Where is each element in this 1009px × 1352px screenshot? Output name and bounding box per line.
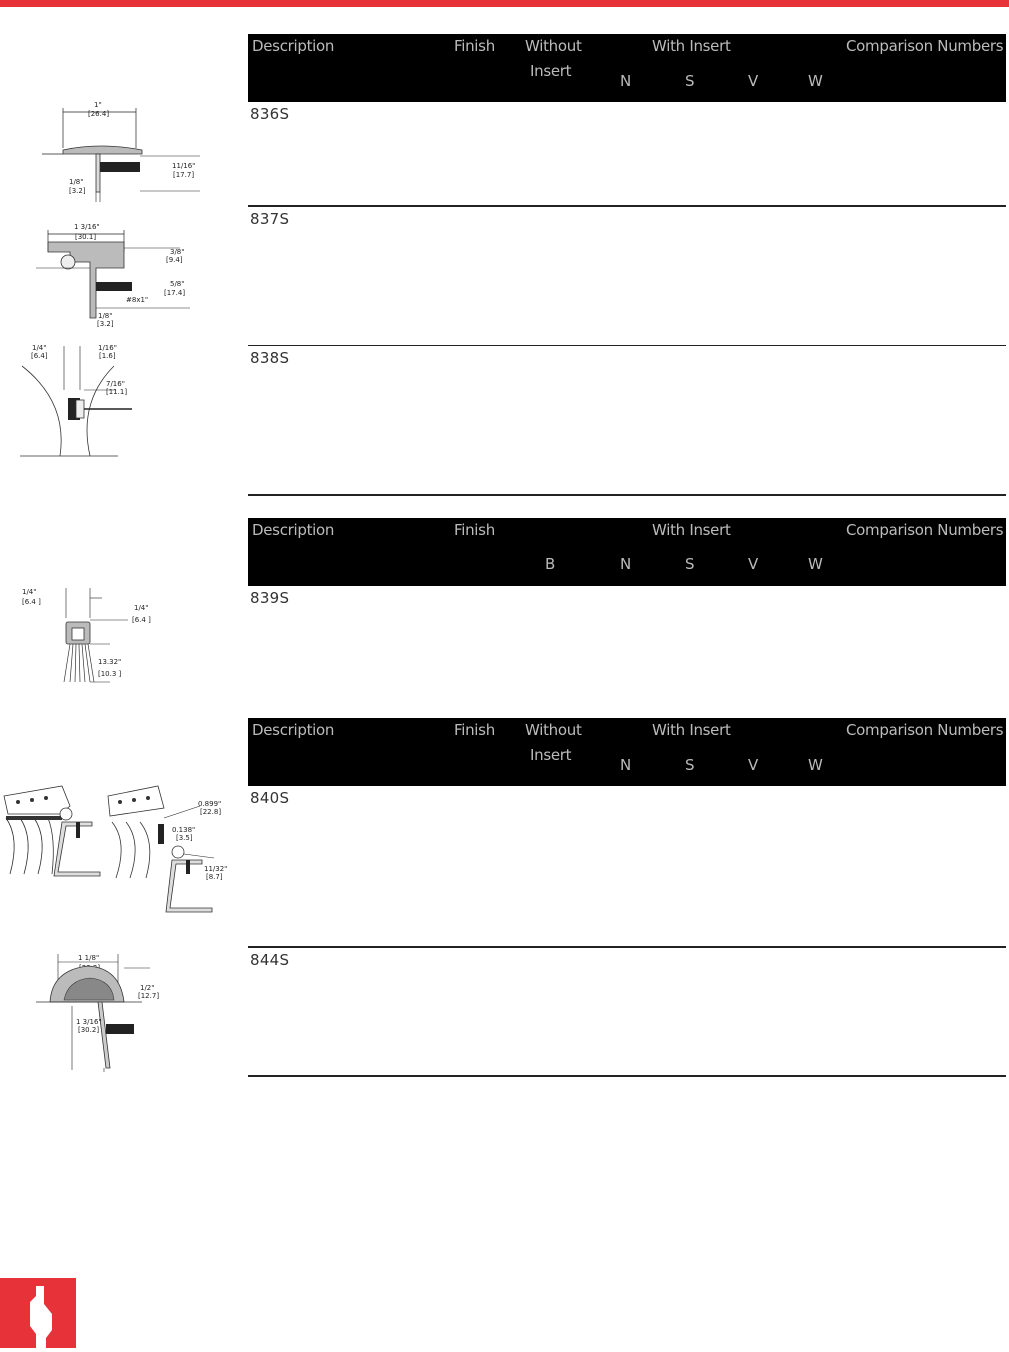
product-table-1 bbox=[248, 34, 1006, 496]
product-table-2 bbox=[248, 518, 1006, 704]
dim-c: 1 3/16" bbox=[76, 1018, 102, 1026]
header-n: N bbox=[620, 555, 631, 573]
header-without-insert: Insert bbox=[530, 62, 572, 80]
dim-b: 1/2" bbox=[140, 984, 155, 992]
top-accent-bar bbox=[0, 0, 1009, 7]
header-v: V bbox=[748, 756, 758, 774]
dim-b-mm: [12.7] bbox=[138, 992, 160, 1000]
header-w: W bbox=[808, 555, 823, 573]
dim-b-mm: [6.4 ] bbox=[132, 616, 151, 624]
dim-b: 0.138" bbox=[172, 826, 196, 834]
drawing-837s bbox=[30, 222, 200, 332]
dim-height-mm: [17.7] bbox=[173, 171, 195, 179]
dim-a: 1 1/8" bbox=[78, 954, 100, 962]
header-with-insert: With Insert bbox=[652, 521, 731, 539]
drawing-839s bbox=[18, 586, 168, 696]
dim-b: 3/8" bbox=[170, 248, 185, 256]
dim-c: 11/32" bbox=[204, 865, 228, 873]
dim-c-mm: [11.1] bbox=[106, 388, 128, 396]
dim-e-mm: [3.2] bbox=[97, 320, 114, 328]
header-s: S bbox=[685, 756, 695, 774]
dim-thick: 1/8" bbox=[69, 178, 84, 186]
dim-screw: #8x1" bbox=[126, 296, 149, 304]
dim-a-mm: [6.4] bbox=[31, 352, 48, 360]
dim-width-mm: [26.4] bbox=[88, 110, 110, 118]
dim-c-mm: [8.7] bbox=[206, 873, 223, 881]
header-n: N bbox=[620, 72, 631, 90]
header-description: Description bbox=[252, 521, 335, 539]
header-s: S bbox=[685, 555, 695, 573]
dim-a-mm: [6.4 ] bbox=[22, 598, 41, 606]
header-s: S bbox=[685, 72, 695, 90]
header-comparison: Comparison Numbers bbox=[846, 521, 1004, 539]
header-w: W bbox=[808, 756, 823, 774]
header-description: Description bbox=[252, 37, 335, 55]
header-without-insert: Insert bbox=[530, 746, 572, 764]
header-n: N bbox=[620, 756, 631, 774]
dim-a-mm: [22.8] bbox=[200, 808, 222, 816]
header-b: B bbox=[545, 555, 555, 573]
header-v: V bbox=[748, 72, 758, 90]
dim-height: 11/16" bbox=[172, 162, 196, 170]
product-table-3 bbox=[248, 718, 1006, 1077]
header-with-insert: With Insert bbox=[652, 721, 731, 739]
dim-b: 1/16" bbox=[98, 344, 117, 352]
part-number: 840S bbox=[250, 789, 290, 807]
header-without: Without bbox=[525, 37, 582, 55]
row-divider bbox=[248, 1075, 1006, 1077]
dim-c-mm: [30.2] bbox=[78, 1026, 100, 1034]
drawing-836s bbox=[30, 98, 210, 208]
dim-c: 7/16" bbox=[106, 380, 125, 388]
part-number: 837S bbox=[250, 210, 290, 228]
dim-b-mm: [9.4] bbox=[166, 256, 183, 264]
header-without: Without bbox=[525, 721, 582, 739]
table-row bbox=[248, 207, 1006, 346]
table-header bbox=[248, 34, 1006, 102]
part-number: 836S bbox=[250, 105, 290, 123]
dim-thick-mm: [3.2] bbox=[69, 187, 86, 195]
table-row bbox=[248, 786, 1006, 948]
drawing-838s bbox=[14, 342, 154, 462]
dim-b: 1/4" bbox=[134, 604, 149, 612]
dim-width: 1 3/16" bbox=[74, 223, 100, 231]
dim-b-mm: [3.5] bbox=[176, 834, 193, 842]
table-row bbox=[248, 948, 1006, 1077]
brand-logo bbox=[0, 1278, 76, 1348]
table-row bbox=[248, 346, 1006, 496]
row-divider bbox=[248, 494, 1006, 496]
header-finish: Finish bbox=[454, 721, 495, 739]
header-v: V bbox=[748, 555, 758, 573]
drawing-840s bbox=[0, 778, 235, 918]
drawing-844s bbox=[30, 950, 190, 1075]
dim-e: 1/8" bbox=[98, 312, 113, 320]
dim-a: 1/4" bbox=[22, 588, 37, 596]
table-row bbox=[248, 586, 1006, 696]
header-with-insert: With Insert bbox=[652, 37, 731, 55]
table-header bbox=[248, 718, 1006, 786]
dim-b-mm: [1.6] bbox=[99, 352, 116, 360]
dim-c: 13.32" bbox=[98, 658, 122, 666]
dim-width-mm: [30.1] bbox=[75, 233, 97, 241]
dim-c: 5/8" bbox=[170, 280, 185, 288]
part-number: 838S bbox=[250, 349, 290, 367]
part-number: 839S bbox=[250, 589, 290, 607]
dim-a: 0.899" bbox=[198, 800, 222, 808]
header-comparison: Comparison Numbers bbox=[846, 37, 1004, 55]
dim-c-mm: [10.3 ] bbox=[98, 670, 122, 678]
header-w: W bbox=[808, 72, 823, 90]
dim-c-mm: [17.4] bbox=[164, 289, 186, 297]
dim-a: 1/4" bbox=[32, 344, 47, 352]
part-number: 844S bbox=[250, 951, 290, 969]
header-finish: Finish bbox=[454, 37, 495, 55]
header-description: Description bbox=[252, 721, 335, 739]
header-comparison: Comparison Numbers bbox=[846, 721, 1004, 739]
table-row bbox=[248, 102, 1006, 207]
table-header bbox=[248, 518, 1006, 586]
header-finish: Finish bbox=[454, 521, 495, 539]
dim-width: 1" bbox=[94, 101, 102, 109]
